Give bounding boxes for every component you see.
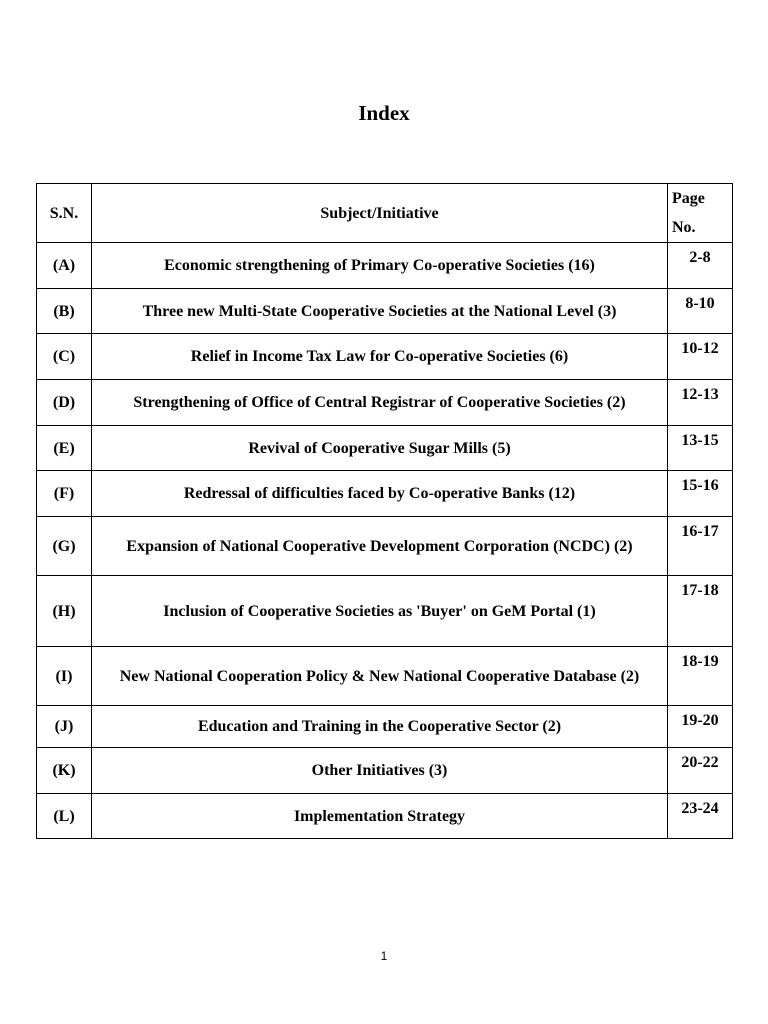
page-number: 1 — [380, 949, 388, 963]
table-header-row — [37, 184, 733, 243]
row-pages: 20-22 — [668, 748, 733, 794]
row-sn: (D) — [37, 380, 92, 426]
header-page: Page No. — [668, 184, 733, 243]
header-sn: S.N. — [37, 184, 92, 243]
table-row — [37, 334, 733, 380]
table-row — [37, 706, 733, 748]
row-sn: (C) — [37, 334, 92, 380]
row-pages: 19-20 — [668, 706, 733, 748]
row-subject: Inclusion of Cooperative Societies as 'Buyer' on GeM Portal (1) — [92, 576, 668, 647]
row-pages: 8-10 — [668, 289, 733, 334]
row-pages: 17-18 — [668, 576, 733, 647]
row-pages: 18-19 — [668, 647, 733, 706]
row-sn: (H) — [37, 576, 92, 647]
row-sn: (J) — [37, 706, 92, 748]
row-subject: Relief in Income Tax Law for Co-operative Societies (6) — [92, 334, 668, 380]
table-row — [37, 243, 733, 289]
row-sn: (E) — [37, 426, 92, 471]
table-row — [37, 426, 733, 471]
table-row — [37, 576, 733, 647]
row-sn: (K) — [37, 748, 92, 794]
table-row — [37, 289, 733, 334]
row-sn: (G) — [37, 517, 92, 576]
row-pages: 2-8 — [668, 243, 733, 289]
row-subject: Education and Training in the Cooperative Sector (2) — [92, 706, 668, 748]
row-subject: Strengthening of Office of Central Registrar of Cooperative Societies (2) — [92, 380, 668, 426]
row-sn: (F) — [37, 471, 92, 517]
table-row — [37, 794, 733, 839]
row-sn: (L) — [37, 794, 92, 839]
row-pages: 23-24 — [668, 794, 733, 839]
row-sn: (I) — [37, 647, 92, 706]
row-subject: Redressal of difficulties faced by Co-operative Banks (12) — [92, 471, 668, 517]
row-sn: (A) — [37, 243, 92, 289]
table-row — [37, 517, 733, 576]
row-subject: Expansion of National Cooperative Development Corporation (NCDC) (2) — [92, 517, 668, 576]
row-subject: Three new Multi-State Cooperative Societies at the National Level (3) — [92, 289, 668, 334]
page-title: Index — [358, 101, 410, 125]
table-row — [37, 380, 733, 426]
table-row — [37, 471, 733, 517]
row-pages: 15-16 — [668, 471, 733, 517]
row-subject: Revival of Cooperative Sugar Mills (5) — [92, 426, 668, 471]
row-subject: New National Cooperation Policy & New National Cooperative Database (2) — [92, 647, 668, 706]
index-table — [36, 183, 733, 839]
row-subject: Economic strengthening of Primary Co-operative Societies (16) — [92, 243, 668, 289]
row-subject: Implementation Strategy — [92, 794, 668, 839]
row-pages: 12-13 — [668, 380, 733, 426]
table-row — [37, 748, 733, 794]
row-sn: (B) — [37, 289, 92, 334]
row-subject: Other Initiatives (3) — [92, 748, 668, 794]
row-pages: 10-12 — [668, 334, 733, 380]
row-pages: 16-17 — [668, 517, 733, 576]
table-row — [37, 647, 733, 706]
header-subject: Subject/Initiative — [92, 184, 668, 243]
row-pages: 13-15 — [668, 426, 733, 471]
